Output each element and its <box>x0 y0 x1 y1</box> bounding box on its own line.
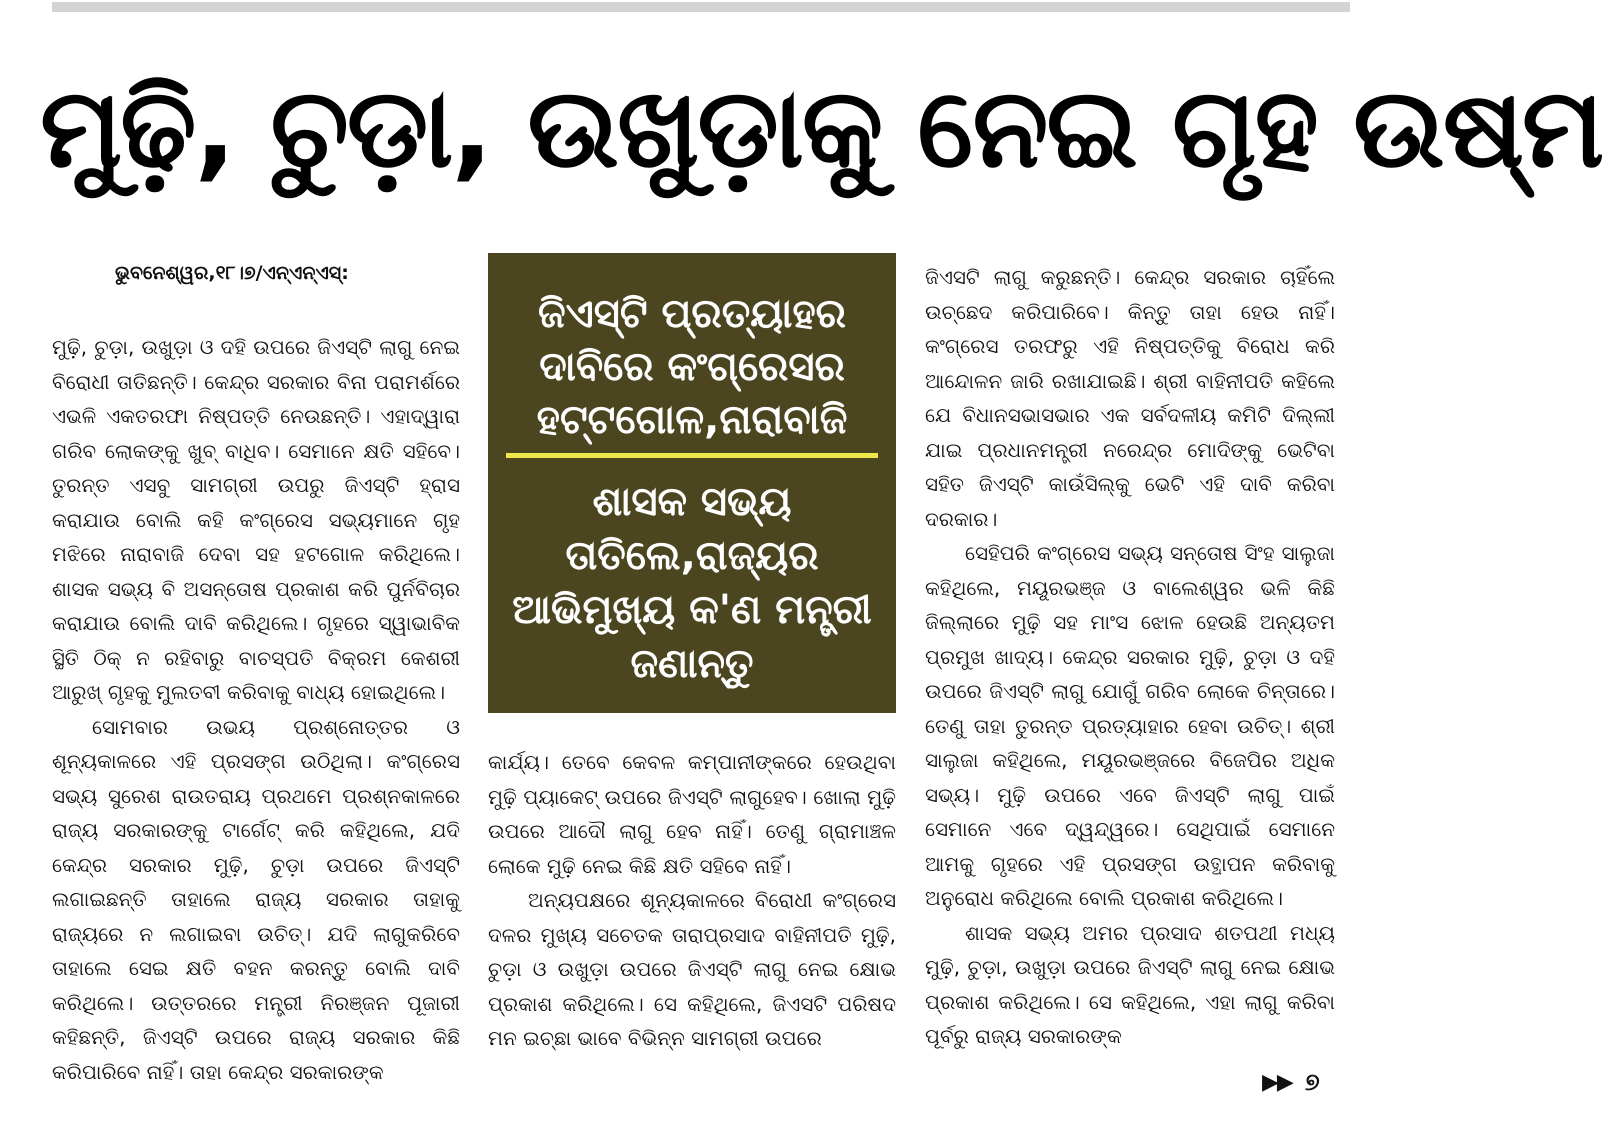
highlight-heading: ଜିଏସ୍‌ଟି ପ୍ରତ୍ୟାହର ଦାବିରେ କଂଗ୍ରେସର ହଟ୍ଟଗୋଳ,ନାରାବାଜି <box>536 291 848 443</box>
column-3-paragraph-3: ଶାସକ ସଭ୍ୟ ଅମର ପ୍ରସାଦ ଶତପଥୀ ମଧ୍ୟ ମୁଢ଼ି, ଚୁଡ଼ା, ଉଖୁଡ଼ା ଉପରେ ଜିଏସ୍‌ଟି ଲାଗୁ ନେଇ କ୍ଷୋଭ ପ୍ରକାଶ କରିଥିଲେ। ସେ କହିଥିଲେ, ଏହା ଲାଗୁ କରିବା ପୂର୍ବରୁ ରାଜ୍ୟ ସରକାରଙ୍କ <box>925 920 1335 1048</box>
column-2-paragraph-1: କାର୍ଯ୍ୟ। ତେବେ କେବଳ କମ୍ପାନୀଙ୍କରେ ହେଉଥିବା ମୁଢ଼ି ପ୍ୟାକେଟ୍‌ ଉପରେ ଜିଏସ୍‌ଟି ଲାଗୁହେବ। ଖୋଲା ମୁଢ଼ି ଉପରେ ଆଦୌ ଲାଗୁ ହେବ ନାହିଁ। ତେଣୁ ଗ୍ରାମାଞ୍ଚଳ ଲୋକେ ମୁଢ଼ି ନେଇ କିଛି କ୍ଷତି ସହିବେ ନାହିଁ। <box>488 750 896 878</box>
highlight-box <box>488 253 896 713</box>
article-column-1 <box>52 330 460 1089</box>
double-arrow-right-icon: ▶▶ <box>1262 1070 1292 1095</box>
top-rule <box>52 2 1350 12</box>
column-3-paragraph-2: ସେହିପରି କଂଗ୍ରେସ ସଭ୍ୟ ସନ୍ତୋଷ ସିଂହ ସାଲୁଜା କହିଥିଲେ, ମୟୂରଭଞ୍ଜ ଓ ବାଲେଶ୍ୱର ଭଳି କିଛି ଜିଲ୍ଲାରେ ମୁଢ଼ି ସହ ମାଂସ ଝୋଳ ହେଉଛି ଅନ୍ୟତମ ପ୍ରମୁଖ ଖାଦ୍ୟ। କେନ୍ଦ୍ର ସରକାର ମୁଢ଼ି, ଚୁଡ଼ା ଓ ଦହି ଉପରେ ଜିଏସ୍‌ଟି ଲାଗୁ ଯୋଗୁଁ ଗରିବ ଲୋକେ ଚିନ୍ତାରେ। ତେଣୁ ତାହା ତୁରନ୍ତ ପ୍ରତ୍ୟାହାର ହେବା ଉଚିତ୍‌। ଶ୍ରୀ ସାଲୁଜା କହିଥିଲେ, ମୟୂରଭଞ୍ଜରେ ବିଜେପିର ଅଧିକ ସଭ୍ୟ। ମୁଢ଼ି ଉପରେ ଏବେ ଜିଏସ୍‌ଟି ଲାଗୁ ପାଇଁ ସେମାନେ ଏବେ ଦ୍ୱନ୍ଦ୍ୱରେ। ସେଥିପାଇଁ ସେମାନେ ଆମକୁ ଗୃହରେ ଏହି ପ୍ରସଙ୍ଗ ଉତ୍ଥାପନ କରିବାକୁ ଅନୁରୋଧ କରିଥିଲେ ବୋଲି ପ୍ରକାଶ କରିଥିଲେ। <box>925 541 1335 910</box>
highlight-divider <box>506 453 878 458</box>
article-column-2 <box>488 745 896 1056</box>
column-1-paragraph-2: ସୋମବାର ଉଭୟ ପ୍ରଶ୍ନୋତ୍ତର ଓ ଶୂନ୍ୟକାଳରେ ଏହି ପ୍ରସଙ୍ଗ ଉଠିଥିଲା। କଂଗ୍ରେସ ସଭ୍ୟ ସୁରେଶ ରାଉତରାୟ ପ୍ରଥମେ ପ୍ରଶ୍ନକାଳରେ ରାଜ୍ୟ ସରକାରଙ୍କୁ ଟାର୍ଗେଟ୍‌ କରି କହିଥିଲେ, ଯଦି କେନ୍ଦ୍ର ସରକାର ମୁଢ଼ି, ଚୁଡ଼ା ଉପରେ ଜିଏସ୍‌ଟି ଲଗାଇଛନ୍ତି ତାହାଲେ ରାଜ୍ୟ ସରକାର ତାହାକୁ ରାଜ୍ୟରେ ନ ଲଗାଇବା ଉଚିତ୍‌। ଯଦି ଲାଗୁକରିବେ ତାହାଲେ ସେଇ କ୍ଷତି ବହନ କରନ୍ତୁ ବୋଲି ଦାବି କରିଥିଲେ। ଉତ୍ତରରେ ମନ୍ତ୍ରୀ ନିରଞ୍ଜନ ପୂଜାରୀ କହିଛନ୍ତି, ଜିଏସ୍‌ଟି ଉପରେ ରାଜ୍ୟ ସରକାର କିଛି କରିପାରିବେ ନାହିଁ। ତାହା କେନ୍ଦ୍ର ସରକାରଙ୍କ <box>52 714 460 1084</box>
column-1-paragraph-1: ମୁଢ଼ି, ଚୁଡ଼ା, ଉଖୁଡ଼ା ଓ ଦହି ଉପରେ ଜିଏସ୍‌ଟି ଲାଗୁ ନେଇ ବିରୋଧୀ ତାତିଛନ୍ତି। କେନ୍ଦ୍ର ସରକାର ବିନା ପରାମର୍ଶରେ ଏଭଳି ଏକତରଫା ନିଷ୍ପତ୍ତି ନେଉଛନ୍ତି। ଏହାଦ୍ୱାରା ଗରିବ ଲୋକଙ୍କୁ ଖୁବ୍‌ ବାଧିବ। ସେମାନେ କ୍ଷତି ସହିବେ। ତୁରନ୍ତ ଏସବୁ ସାମଗ୍ରୀ ଉପରୁ ଜିଏସ୍‌ଟି ହ୍ରାସ କରାଯାଉ ବୋଲି କହି କଂଗ୍ରେସ ସଭ୍ୟମାନେ ଗୃହ ମଝିରେ ନାରାବାଜି ଦେବା ସହ ହଟଗୋଳ କରିଥିଲେ। ଶାସକ ସଭ୍ୟ ବି ଅସନ୍ତୋଷ ପ୍ରକାଶ କରି ପୁର୍ନବିଚାର କରାଯାଉ ବୋଲି ଦାବି କରିଥିଲେ। ଗୃହରେ ସ୍ୱାଭାବିକ ସ୍ଥିତି ଠିକ୍‌ ନ ରହିବାରୁ ବାଚସ୍ପତି ବିକ୍ରମ କେଶରୀ ଆରୁଖ୍‌ ଗୃହକୁ ମୁଲତବୀ କରିବାକୁ ବାଧ୍ୟ ହୋଇଥିଲେ। <box>52 335 460 704</box>
column-2-paragraph-2: ଅନ୍ୟପକ୍ଷରେ ଶୂନ୍ୟକାଳରେ ବିରୋଧୀ କଂଗ୍ରେସ ଦଳର ମୁଖ୍ୟ ସଚେତକ ତାରାପ୍ରସାଦ ବାହିନୀପତି ମୁଢ଼ି, ଚୁଡ଼ା ଓ ଉଖୁଡ଼ା ଉପରେ ଜିଏସ୍‌ଟି ଲାଗୁ ନେଇ କ୍ଷୋଭ ପ୍ରକାଶ କରିଥିଲେ। ସେ କହିଥିଲେ, ଜିଏସଟି ପରିଷଦ ମନ ଇଚ୍ଛା ଭାବେ ବିଭିନ୍ନ ସାମଗ୍ରୀ ଉପରେ <box>488 888 896 1050</box>
continued-page-number: ୭ <box>1305 1068 1320 1096</box>
page-headline: ମୁଢ଼ି, ଚୁଡ଼ା, ଉଖୁଡ଼ାକୁ ନେଇ ଗୃହ ଉଷ୍ମ <box>40 64 1602 192</box>
dateline: ଭୁବନେଶ୍ୱର,୧୮।୭/ଏନ୍‌ଏନ୍‌ଏସ୍‌: <box>115 262 349 284</box>
column-3-paragraph-1: ଜିଏସଟି ଲାଗୁ କରୁଛନ୍ତି। କେନ୍ଦ୍ର ସରକାର ଚାହିଁଲେ ଉଚ୍ଛେଦ କରିପାରିବେ। କିନ୍ତୁ ତାହା ହେଉ ନାହିଁ। କଂଗ୍ରେସ ତରଫରୁ ଏହି ନିଷ୍ପତ୍ତିକୁ ବିରୋଧ କରି ଆନ୍ଦୋଳନ ଜାରି ରଖାଯାଇଛି। ଶ୍ରୀ ବାହିନୀପତି କହିଲେ ଯେ ବିଧାନସଭାସଭାର ଏକ ସର୍ବଦଳୀୟ କମିଟି ଦିଲ୍ଲୀ ଯାଇ ପ୍ରଧାନମନ୍ତ୍ରୀ ନରେନ୍ଦ୍ର ମୋଦିଙ୍କୁ ଭେଟିବା ସହିତ ଜିଏସ୍‌ଟି କାଉଁସିଲ୍‌କୁ ଭେଟି ଏହି ଦାବି କରିବା ଦରକାର। <box>925 265 1335 531</box>
article-column-3 <box>925 260 1335 1054</box>
highlight-subheading: ଶାସକ ସଭ୍ୟ ତାତିଲେ,ରାଜ୍ୟର ଆଭିମୁଖ୍ୟ କ'ଣ ମନ୍ତ୍ରୀ ଜଣାନ୍ତୁ <box>512 479 872 687</box>
